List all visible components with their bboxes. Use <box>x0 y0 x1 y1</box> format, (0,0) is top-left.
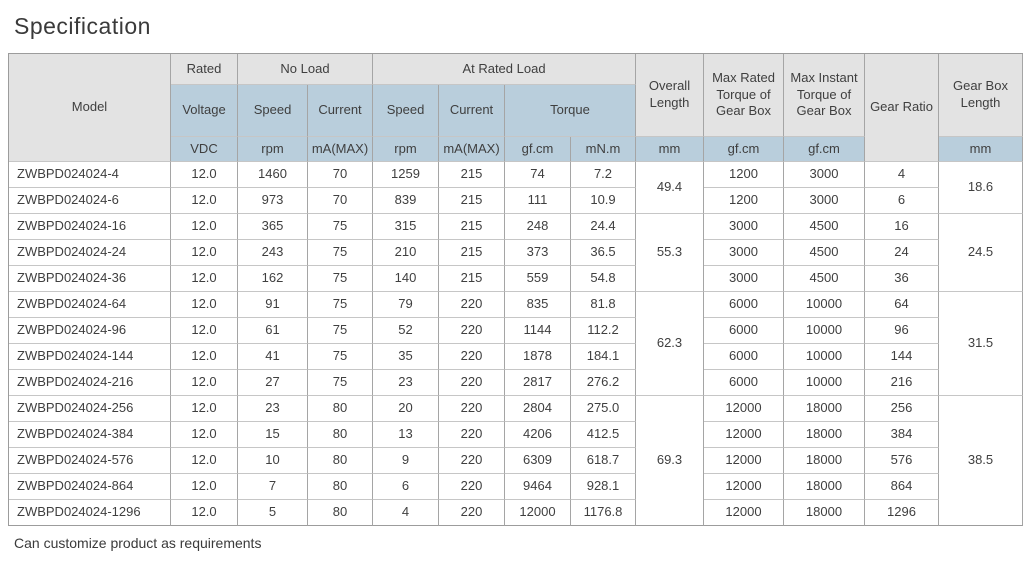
table-row <box>9 448 1023 474</box>
cell-max-instant-torque: 10000 <box>784 370 865 396</box>
cell-nl-speed: 23 <box>238 396 308 422</box>
cell-gear-ratio: 864 <box>865 474 939 500</box>
cell-max-rated-torque: 12000 <box>704 396 784 422</box>
cell-gear-ratio: 36 <box>865 266 939 292</box>
cell-torque-mnm: 184.1 <box>571 344 636 370</box>
cell-nl-speed: 41 <box>238 344 308 370</box>
cell-model: ZWBPD024024-4 <box>9 162 171 188</box>
cell-gear-box-length: 18.6 <box>939 162 1023 214</box>
spec-table-header <box>9 54 1023 162</box>
col-header-rated-current: Current <box>439 85 505 137</box>
cell-torque-gfcm: 111 <box>505 188 571 214</box>
col-header-voltage: Voltage <box>171 85 238 137</box>
cell-nl-speed: 7 <box>238 474 308 500</box>
cell-torque-gfcm: 9464 <box>505 474 571 500</box>
cell-max-rated-torque: 12000 <box>704 474 784 500</box>
cell-max-rated-torque: 3000 <box>704 240 784 266</box>
cell-gear-ratio: 216 <box>865 370 939 396</box>
cell-torque-gfcm: 2804 <box>505 396 571 422</box>
cell-rl-speed: 839 <box>373 188 439 214</box>
cell-max-rated-torque: 3000 <box>704 214 784 240</box>
cell-rl-speed: 35 <box>373 344 439 370</box>
col-header-no-load-current: Current <box>308 85 373 137</box>
cell-nl-current: 75 <box>308 266 373 292</box>
cell-torque-mnm: 36.5 <box>571 240 636 266</box>
cell-max-rated-torque: 12000 <box>704 422 784 448</box>
cell-model: ZWBPD024024-256 <box>9 396 171 422</box>
cell-torque-gfcm: 2817 <box>505 370 571 396</box>
cell-nl-current: 75 <box>308 214 373 240</box>
cell-overall-length: 49.4 <box>636 162 704 214</box>
cell-model: ZWBPD024024-864 <box>9 474 171 500</box>
unit-mm-gear-box-length: mm <box>939 137 1023 162</box>
cell-nl-current: 80 <box>308 422 373 448</box>
cell-model: ZWBPD024024-576 <box>9 448 171 474</box>
cell-model: ZWBPD024024-384 <box>9 422 171 448</box>
cell-gear-ratio: 384 <box>865 422 939 448</box>
unit-ma-max-no-load: mA(MAX) <box>308 137 373 162</box>
cell-torque-gfcm: 835 <box>505 292 571 318</box>
cell-torque-gfcm: 6309 <box>505 448 571 474</box>
cell-gear-ratio: 24 <box>865 240 939 266</box>
cell-torque-mnm: 1176.8 <box>571 500 636 526</box>
cell-rl-current: 220 <box>439 318 505 344</box>
cell-max-rated-torque: 6000 <box>704 318 784 344</box>
cell-nl-current: 80 <box>308 448 373 474</box>
cell-model: ZWBPD024024-1296 <box>9 500 171 526</box>
cell-max-rated-torque: 6000 <box>704 292 784 318</box>
cell-rl-speed: 4 <box>373 500 439 526</box>
header-row-groups <box>9 54 1023 85</box>
col-header-max-instant-torque: Max Instant Torque of Gear Box <box>784 54 865 137</box>
cell-gear-ratio: 576 <box>865 448 939 474</box>
unit-gfcm-max-rated: gf.cm <box>704 137 784 162</box>
cell-nl-speed: 61 <box>238 318 308 344</box>
cell-max-rated-torque: 3000 <box>704 266 784 292</box>
cell-rl-speed: 6 <box>373 474 439 500</box>
cell-voltage: 12.0 <box>171 396 238 422</box>
cell-rl-current: 220 <box>439 474 505 500</box>
unit-mm-overall-length: mm <box>636 137 704 162</box>
cell-torque-gfcm: 1144 <box>505 318 571 344</box>
cell-voltage: 12.0 <box>171 240 238 266</box>
spec-table-body <box>9 162 1023 526</box>
cell-rl-current: 220 <box>439 370 505 396</box>
cell-model: ZWBPD024024-216 <box>9 370 171 396</box>
col-header-model: Model <box>9 54 171 162</box>
cell-rl-speed: 20 <box>373 396 439 422</box>
cell-torque-mnm: 928.1 <box>571 474 636 500</box>
unit-ma-max-rated: mA(MAX) <box>439 137 505 162</box>
cell-rl-current: 215 <box>439 214 505 240</box>
cell-max-rated-torque: 6000 <box>704 370 784 396</box>
cell-rl-speed: 52 <box>373 318 439 344</box>
cell-nl-speed: 5 <box>238 500 308 526</box>
cell-rl-current: 220 <box>439 422 505 448</box>
cell-nl-current: 80 <box>308 474 373 500</box>
cell-voltage: 12.0 <box>171 188 238 214</box>
cell-gear-ratio: 6 <box>865 188 939 214</box>
cell-max-instant-torque: 4500 <box>784 214 865 240</box>
cell-voltage: 12.0 <box>171 370 238 396</box>
cell-nl-speed: 27 <box>238 370 308 396</box>
cell-gear-ratio: 1296 <box>865 500 939 526</box>
cell-gear-ratio: 256 <box>865 396 939 422</box>
cell-nl-speed: 1460 <box>238 162 308 188</box>
cell-torque-mnm: 81.8 <box>571 292 636 318</box>
cell-model: ZWBPD024024-144 <box>9 344 171 370</box>
cell-voltage: 12.0 <box>171 474 238 500</box>
cell-torque-mnm: 275.0 <box>571 396 636 422</box>
cell-max-instant-torque: 3000 <box>784 162 865 188</box>
cell-max-instant-torque: 10000 <box>784 344 865 370</box>
cell-rl-current: 220 <box>439 500 505 526</box>
cell-nl-current: 80 <box>308 500 373 526</box>
cell-rl-current: 220 <box>439 396 505 422</box>
cell-torque-gfcm: 248 <box>505 214 571 240</box>
cell-gear-ratio: 16 <box>865 214 939 240</box>
cell-nl-current: 75 <box>308 344 373 370</box>
cell-max-instant-torque: 4500 <box>784 266 865 292</box>
cell-nl-current: 75 <box>308 318 373 344</box>
cell-max-instant-torque: 3000 <box>784 188 865 214</box>
cell-rl-current: 220 <box>439 344 505 370</box>
cell-torque-gfcm: 12000 <box>505 500 571 526</box>
page-title: Specification <box>14 13 151 39</box>
cell-gear-ratio: 144 <box>865 344 939 370</box>
cell-max-instant-torque: 4500 <box>784 240 865 266</box>
cell-nl-speed: 365 <box>238 214 308 240</box>
cell-model: ZWBPD024024-16 <box>9 214 171 240</box>
cell-rl-current: 215 <box>439 162 505 188</box>
footer-note: Can customize product as requirements <box>14 535 262 551</box>
col-header-torque: Torque <box>505 85 636 137</box>
col-header-gear-box-length: Gear Box Length <box>939 54 1023 137</box>
col-header-no-load: No Load <box>238 54 373 85</box>
cell-nl-current: 80 <box>308 396 373 422</box>
cell-nl-speed: 243 <box>238 240 308 266</box>
cell-gear-box-length: 31.5 <box>939 292 1023 396</box>
cell-rl-speed: 210 <box>373 240 439 266</box>
cell-rl-speed: 1259 <box>373 162 439 188</box>
cell-max-instant-torque: 18000 <box>784 500 865 526</box>
col-header-no-load-speed: Speed <box>238 85 308 137</box>
cell-max-instant-torque: 18000 <box>784 422 865 448</box>
cell-torque-gfcm: 4206 <box>505 422 571 448</box>
table-row <box>9 344 1023 370</box>
cell-max-instant-torque: 18000 <box>784 396 865 422</box>
cell-max-rated-torque: 6000 <box>704 344 784 370</box>
cell-overall-length: 69.3 <box>636 396 704 526</box>
cell-rl-current: 220 <box>439 292 505 318</box>
cell-torque-mnm: 112.2 <box>571 318 636 344</box>
cell-nl-current: 70 <box>308 162 373 188</box>
cell-nl-current: 75 <box>308 370 373 396</box>
cell-torque-gfcm: 373 <box>505 240 571 266</box>
unit-rpm-rated: rpm <box>373 137 439 162</box>
table-row <box>9 292 1023 318</box>
cell-max-instant-torque: 18000 <box>784 448 865 474</box>
cell-rl-speed: 23 <box>373 370 439 396</box>
cell-overall-length: 55.3 <box>636 214 704 292</box>
cell-model: ZWBPD024024-6 <box>9 188 171 214</box>
table-row <box>9 396 1023 422</box>
col-header-at-rated-load: At Rated Load <box>373 54 636 85</box>
cell-torque-mnm: 276.2 <box>571 370 636 396</box>
table-row <box>9 474 1023 500</box>
cell-torque-gfcm: 559 <box>505 266 571 292</box>
cell-voltage: 12.0 <box>171 344 238 370</box>
cell-voltage: 12.0 <box>171 292 238 318</box>
cell-rl-current: 220 <box>439 448 505 474</box>
cell-torque-mnm: 7.2 <box>571 162 636 188</box>
cell-model: ZWBPD024024-36 <box>9 266 171 292</box>
col-header-rated: Rated <box>171 54 238 85</box>
cell-nl-current: 70 <box>308 188 373 214</box>
cell-torque-gfcm: 74 <box>505 162 571 188</box>
cell-gear-box-length: 38.5 <box>939 396 1023 526</box>
col-header-max-rated-torque: Max Rated Torque of Gear Box <box>704 54 784 137</box>
cell-max-instant-torque: 10000 <box>784 318 865 344</box>
cell-torque-mnm: 54.8 <box>571 266 636 292</box>
table-row <box>9 266 1023 292</box>
unit-rpm-no-load: rpm <box>238 137 308 162</box>
table-row <box>9 240 1023 266</box>
cell-torque-mnm: 412.5 <box>571 422 636 448</box>
cell-rl-speed: 13 <box>373 422 439 448</box>
cell-rl-current: 215 <box>439 188 505 214</box>
cell-torque-mnm: 24.4 <box>571 214 636 240</box>
unit-gfcm-max-instant: gf.cm <box>784 137 865 162</box>
table-row <box>9 162 1023 188</box>
unit-mnm-torque: mN.m <box>571 137 636 162</box>
table-row <box>9 188 1023 214</box>
table-row <box>9 500 1023 526</box>
cell-gear-ratio: 4 <box>865 162 939 188</box>
cell-nl-current: 75 <box>308 292 373 318</box>
cell-gear-box-length: 24.5 <box>939 214 1023 292</box>
table-row <box>9 370 1023 396</box>
cell-model: ZWBPD024024-64 <box>9 292 171 318</box>
cell-gear-ratio: 64 <box>865 292 939 318</box>
cell-rl-current: 215 <box>439 266 505 292</box>
cell-max-rated-torque: 12000 <box>704 500 784 526</box>
cell-voltage: 12.0 <box>171 214 238 240</box>
cell-overall-length: 62.3 <box>636 292 704 396</box>
col-header-overall-length: Overall Length <box>636 54 704 137</box>
cell-torque-mnm: 10.9 <box>571 188 636 214</box>
cell-max-rated-torque: 12000 <box>704 448 784 474</box>
cell-torque-mnm: 618.7 <box>571 448 636 474</box>
cell-nl-speed: 15 <box>238 422 308 448</box>
cell-max-rated-torque: 1200 <box>704 162 784 188</box>
cell-rl-current: 215 <box>439 240 505 266</box>
cell-nl-speed: 162 <box>238 266 308 292</box>
cell-rl-speed: 140 <box>373 266 439 292</box>
cell-rl-speed: 315 <box>373 214 439 240</box>
cell-max-instant-torque: 18000 <box>784 474 865 500</box>
cell-voltage: 12.0 <box>171 162 238 188</box>
cell-nl-speed: 973 <box>238 188 308 214</box>
unit-vdc: VDC <box>171 137 238 162</box>
cell-voltage: 12.0 <box>171 318 238 344</box>
cell-model: ZWBPD024024-96 <box>9 318 171 344</box>
spec-table <box>8 53 1023 526</box>
cell-nl-speed: 91 <box>238 292 308 318</box>
table-row <box>9 422 1023 448</box>
table-row <box>9 318 1023 344</box>
cell-rl-speed: 9 <box>373 448 439 474</box>
cell-nl-speed: 10 <box>238 448 308 474</box>
cell-voltage: 12.0 <box>171 500 238 526</box>
cell-voltage: 12.0 <box>171 422 238 448</box>
cell-voltage: 12.0 <box>171 266 238 292</box>
cell-nl-current: 75 <box>308 240 373 266</box>
cell-model: ZWBPD024024-24 <box>9 240 171 266</box>
unit-gfcm-torque: gf.cm <box>505 137 571 162</box>
cell-voltage: 12.0 <box>171 448 238 474</box>
col-header-rated-speed: Speed <box>373 85 439 137</box>
cell-torque-gfcm: 1878 <box>505 344 571 370</box>
cell-rl-speed: 79 <box>373 292 439 318</box>
table-row <box>9 214 1023 240</box>
cell-max-rated-torque: 1200 <box>704 188 784 214</box>
cell-gear-ratio: 96 <box>865 318 939 344</box>
cell-max-instant-torque: 10000 <box>784 292 865 318</box>
col-header-gear-ratio: Gear Ratio <box>865 54 939 162</box>
